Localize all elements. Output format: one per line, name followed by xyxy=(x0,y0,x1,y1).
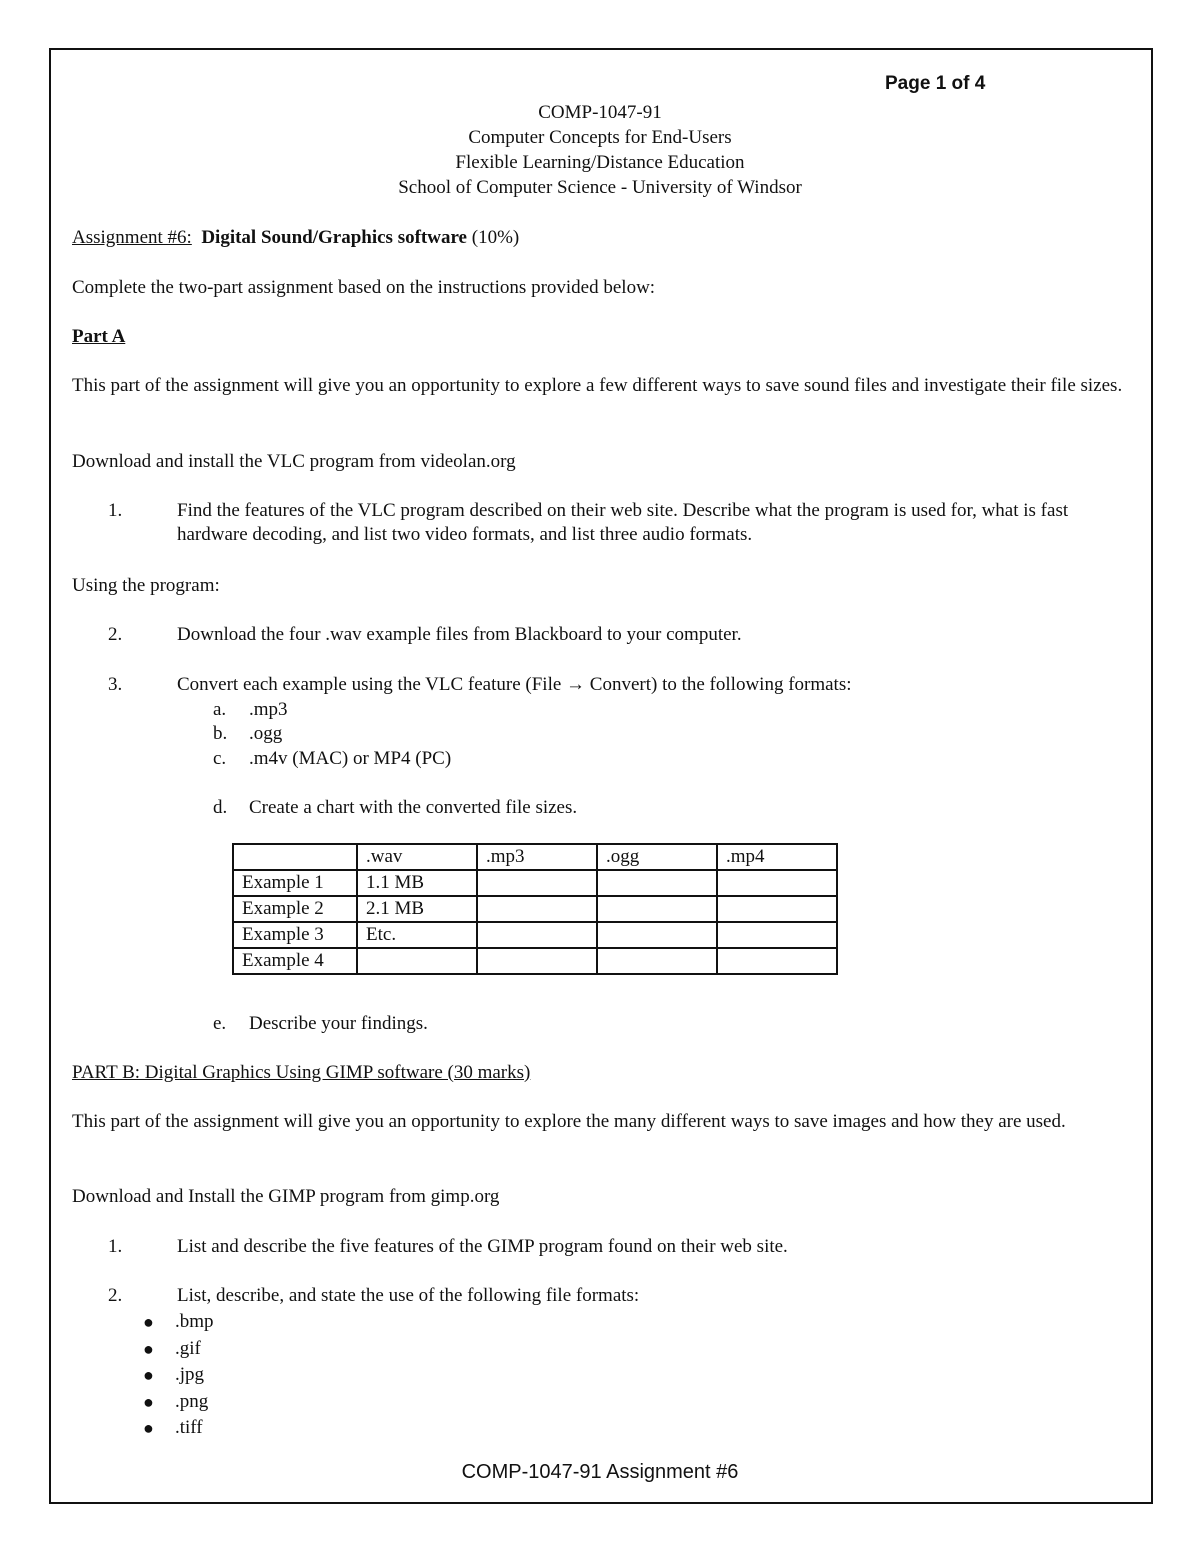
part-b-q1-text: List and describe the five features of the GIMP program found on their web site. xyxy=(177,1236,788,1257)
table-row xyxy=(233,948,837,974)
part-b-q1-number: 1. xyxy=(108,1236,123,1257)
part-b-heading: PART B: Digital Graphics Using GIMP software (30 marks) xyxy=(72,1062,531,1083)
table-cell xyxy=(597,922,717,948)
table-cell: Example 3 xyxy=(233,922,357,948)
table-cell: 2.1 MB xyxy=(357,896,477,922)
table-cell xyxy=(597,896,717,922)
intro-text: Complete the two-part assignment based on the instructions provided below: xyxy=(72,277,656,298)
table-cell: Example 4 xyxy=(233,948,357,974)
part-b-q2-text: List, describe, and state the use of the following file formats: xyxy=(177,1285,640,1306)
part-a-q1-text: Find the features of the VLC program described on their web site. Describe what the program is used for, what is fast hardware decoding, and list two video formats, and list three audio formats. xyxy=(177,500,1069,545)
table-cell xyxy=(477,870,597,896)
program-name: Flexible Learning/Distance Education xyxy=(455,152,745,173)
sub-item-letter: b. xyxy=(213,723,228,744)
sub-item-letter: c. xyxy=(213,748,227,769)
format-list-item: .bmp xyxy=(175,1311,214,1332)
part-a-q3-text: Convert each example using the VLC feature (File → Convert) to the following formats: xyxy=(177,674,852,695)
format-list-item: .gif xyxy=(175,1338,201,1359)
bullet-icon: ● xyxy=(143,1365,154,1385)
part-b-description: This part of the assignment will give you an opportunity to explore the many different ways to save images and how they are used. xyxy=(72,1111,1066,1132)
table-header-cell: .mp4 xyxy=(717,844,837,870)
part-a-q1-number: 1. xyxy=(108,500,123,521)
sub-e-text: Describe your findings. xyxy=(249,1013,428,1034)
table-cell: 1.1 MB xyxy=(357,870,477,896)
table-header-cell: .wav xyxy=(357,844,477,870)
course-name: Computer Concepts for End-Users xyxy=(468,127,732,148)
table-cell xyxy=(477,896,597,922)
sub-d-letter: d. xyxy=(213,797,228,818)
format-list-item: .tiff xyxy=(175,1417,203,1438)
table-row xyxy=(233,922,837,948)
bullet-icon: ● xyxy=(143,1418,154,1438)
part-a-heading: Part A xyxy=(72,326,126,347)
table-cell xyxy=(717,896,837,922)
page-footer: COMP-1047-91 Assignment #6 xyxy=(461,1461,739,1483)
part-a-q2-text: Download the four .wav example files from Blackboard to your computer. xyxy=(177,624,742,645)
table-cell xyxy=(717,870,837,896)
using-program-text: Using the program: xyxy=(72,575,220,596)
assignment-heading xyxy=(72,226,519,250)
table-cell xyxy=(477,948,597,974)
part-a-description: This part of the assignment will give you an opportunity to explore a few different ways to save sound files and investigate their file sizes. xyxy=(72,375,1123,396)
table-cell xyxy=(597,870,717,896)
table-cell xyxy=(597,948,717,974)
table-cell xyxy=(477,922,597,948)
sub-item-text: .m4v (MAC) or MP4 (PC) xyxy=(249,748,452,769)
file-size-table xyxy=(232,843,838,975)
table-header-cell xyxy=(233,844,357,870)
table-cell xyxy=(357,948,477,974)
assignment-label: Assignment #6: xyxy=(72,227,192,248)
sub-d-text: Create a chart with the converted file sizes. xyxy=(249,797,578,818)
sub-item-letter: a. xyxy=(213,699,227,720)
table-row xyxy=(233,870,837,896)
table-cell xyxy=(717,922,837,948)
format-list-item: .jpg xyxy=(175,1364,205,1385)
table-header-cell: .mp3 xyxy=(477,844,597,870)
format-list-item: .png xyxy=(175,1391,209,1412)
sub-item-text: .mp3 xyxy=(249,699,288,720)
page-number: Page 1 of 4 xyxy=(885,73,986,94)
school-name: School of Computer Science - University of Windsor xyxy=(398,177,802,198)
bullet-icon: ● xyxy=(143,1312,154,1332)
table-header-cell: .ogg xyxy=(597,844,717,870)
part-a-download: Download and install the VLC program from videolan.org xyxy=(72,451,516,472)
table-header-row xyxy=(233,844,837,870)
part-a-q3-number: 3. xyxy=(108,674,123,695)
bullet-icon: ● xyxy=(143,1339,154,1359)
sub-item-text: .ogg xyxy=(249,723,283,744)
table-cell: Etc. xyxy=(357,922,477,948)
table-cell xyxy=(717,948,837,974)
sub-e-letter: e. xyxy=(213,1013,227,1034)
part-b-download: Download and Install the GIMP program from gimp.org xyxy=(72,1186,500,1207)
part-a-q2-number: 2. xyxy=(108,624,123,645)
part-b-q2-number: 2. xyxy=(108,1285,123,1306)
table-cell: Example 1 xyxy=(233,870,357,896)
bullet-icon: ● xyxy=(143,1392,154,1412)
table-cell: Example 2 xyxy=(233,896,357,922)
course-code: COMP-1047-91 xyxy=(538,102,662,123)
assignment-weight: (10%) xyxy=(471,227,520,248)
table-row xyxy=(233,896,837,922)
assignment-title: Digital Sound/Graphics software xyxy=(201,227,467,248)
